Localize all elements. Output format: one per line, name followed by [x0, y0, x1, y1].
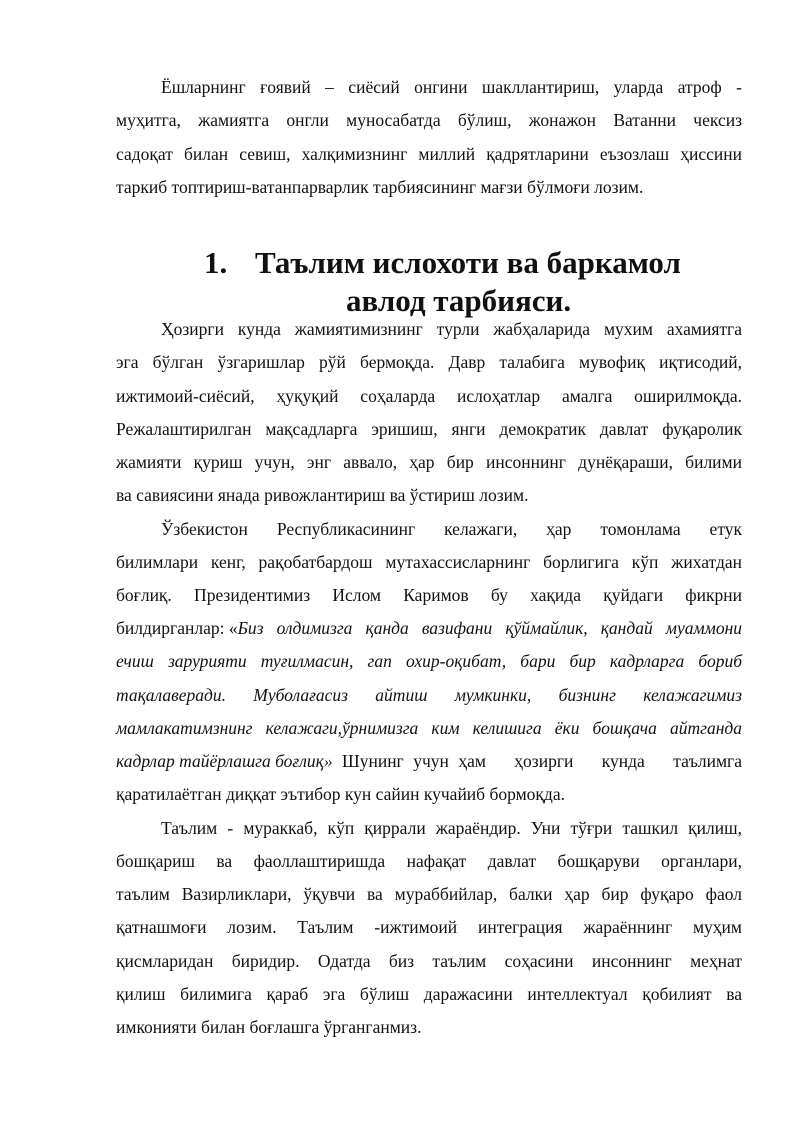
- paragraph-2-line-9: қаратилаётган диққат эътибор кун сайин кучайиб бормоқда.: [116, 784, 565, 804]
- paragraph-3-line-6: қилиш билимига қараб эга бўлиш даражасини интеллектуал қобилият ва: [116, 984, 742, 1004]
- quote-line-3: тақалаверади. Муболағасиз айтиш мумкинки, бизнинг келажагимиз: [116, 685, 742, 705]
- paragraph-1-line-5: жамияти қуриш учун, энг аввало, ҳар бир инсоннинг дунёқараши, билими: [116, 452, 742, 472]
- paragraph-3-line-1: Таълим - мураккаб, кўп қиррали жараёндир. Уни тўғри ташкил қилиш,: [161, 818, 742, 838]
- paragraph-2-line-2: билимлари кенг, рақобатбардош мутахассисларнинг борлигига кўп жихатдан: [116, 552, 742, 572]
- paragraph-1-line-4: Режалаштирилган мақсадларга эришиш, янги демократик давлат фуқаролик: [116, 419, 742, 439]
- quote-line-2: ечиш зарурияти туғилмасин, гап охир-оқибат, бари бир кадрларга бориб: [116, 651, 742, 671]
- paragraph-2-line-4-prefix: билдирганлар: «: [116, 618, 238, 638]
- paragraph-1-line-1: Ҳозирги кунда жамиятимизнинг турли жабҳаларида мухим ахамиятга: [161, 319, 742, 339]
- intro-line-2: муҳитга, жамиятга онгли муносабатда бўлиш, жонажон Ватанни чексиз: [116, 110, 742, 130]
- paragraph-2-line-3: боғлиқ. Президентимиз Ислом Каримов бу хақида қуйдаги фикрни: [116, 585, 742, 605]
- paragraph-2-line-8-rest: Шунинг учун ҳам ҳозирги кунда таълимга: [332, 751, 742, 771]
- paragraph-3-line-3: таълим Вазирликлари, ўқувчи ва мураббийлар, балки ҳар бир фуқаро фаол: [116, 884, 742, 904]
- paragraph-3-line-2: бошқариш ва фаоллаштиришда нафақат давлат бошқаруви органлари,: [116, 851, 742, 871]
- heading-line-1: Таълим ислохоти ва баркамол: [255, 245, 681, 280]
- quote-start: Биз олдимизга қанда вазифани қўймайлик, қандай муаммони: [237, 618, 742, 638]
- paragraph-2-line-8: [116, 750, 742, 772]
- paragraph-2-line-4: [116, 617, 742, 639]
- intro-line-3: садоқат билан севиш, халқимизнинг миллий қадрятларини еъзозлаш ҳиссини: [116, 144, 742, 164]
- paragraph-1-line-3: ижтимоий-сиёсий, ҳуқуқий соҳаларда ислоҳатлар амалга оширилмоқда.: [116, 386, 742, 406]
- paragraph-1-line-6: ва савиясини янада ривожлантириш ва ўстириш лозим.: [116, 485, 529, 505]
- heading-line-2: авлод тарбияси.: [346, 283, 572, 318]
- paragraph-2-line-1: Ўзбекистон Республикасининг келажаги, ҳар томонлама етук: [161, 519, 742, 539]
- paragraph-3-line-4: қатнашмоғи лозим. Таълим -ижтимоий интеграция жараённинг муҳим: [116, 917, 742, 937]
- intro-line-4: таркиб топтириш-ватанпарварлик тарбиясининг мағзи бўлмоғи лозим.: [116, 177, 644, 197]
- quote-line-4: мамлакатимзнинг келажаги,ўрнимизга ким келишига ёки бошқача айтганда: [116, 718, 742, 738]
- paragraph-3-line-7: имконияти билан боғлашга ўрганганмиз.: [116, 1017, 422, 1037]
- heading-number: 1.: [204, 245, 228, 280]
- paragraph-3-line-5: қисмларидан биридир. Одатда биз таълим соҳасини инсоннинг меҳнат: [116, 951, 742, 971]
- paragraph-1-line-2: эга бўлган ўзгаришлар рўй бермоқда. Давр талабига мувофиқ иқтисодий,: [116, 352, 742, 372]
- intro-line-1: Ёшларнинг ғоявий – сиёсий онгини шакллантириш, уларда атроф -: [161, 77, 742, 97]
- quote-end: кадрлар тайёрлашга боғлиқ»: [116, 751, 333, 771]
